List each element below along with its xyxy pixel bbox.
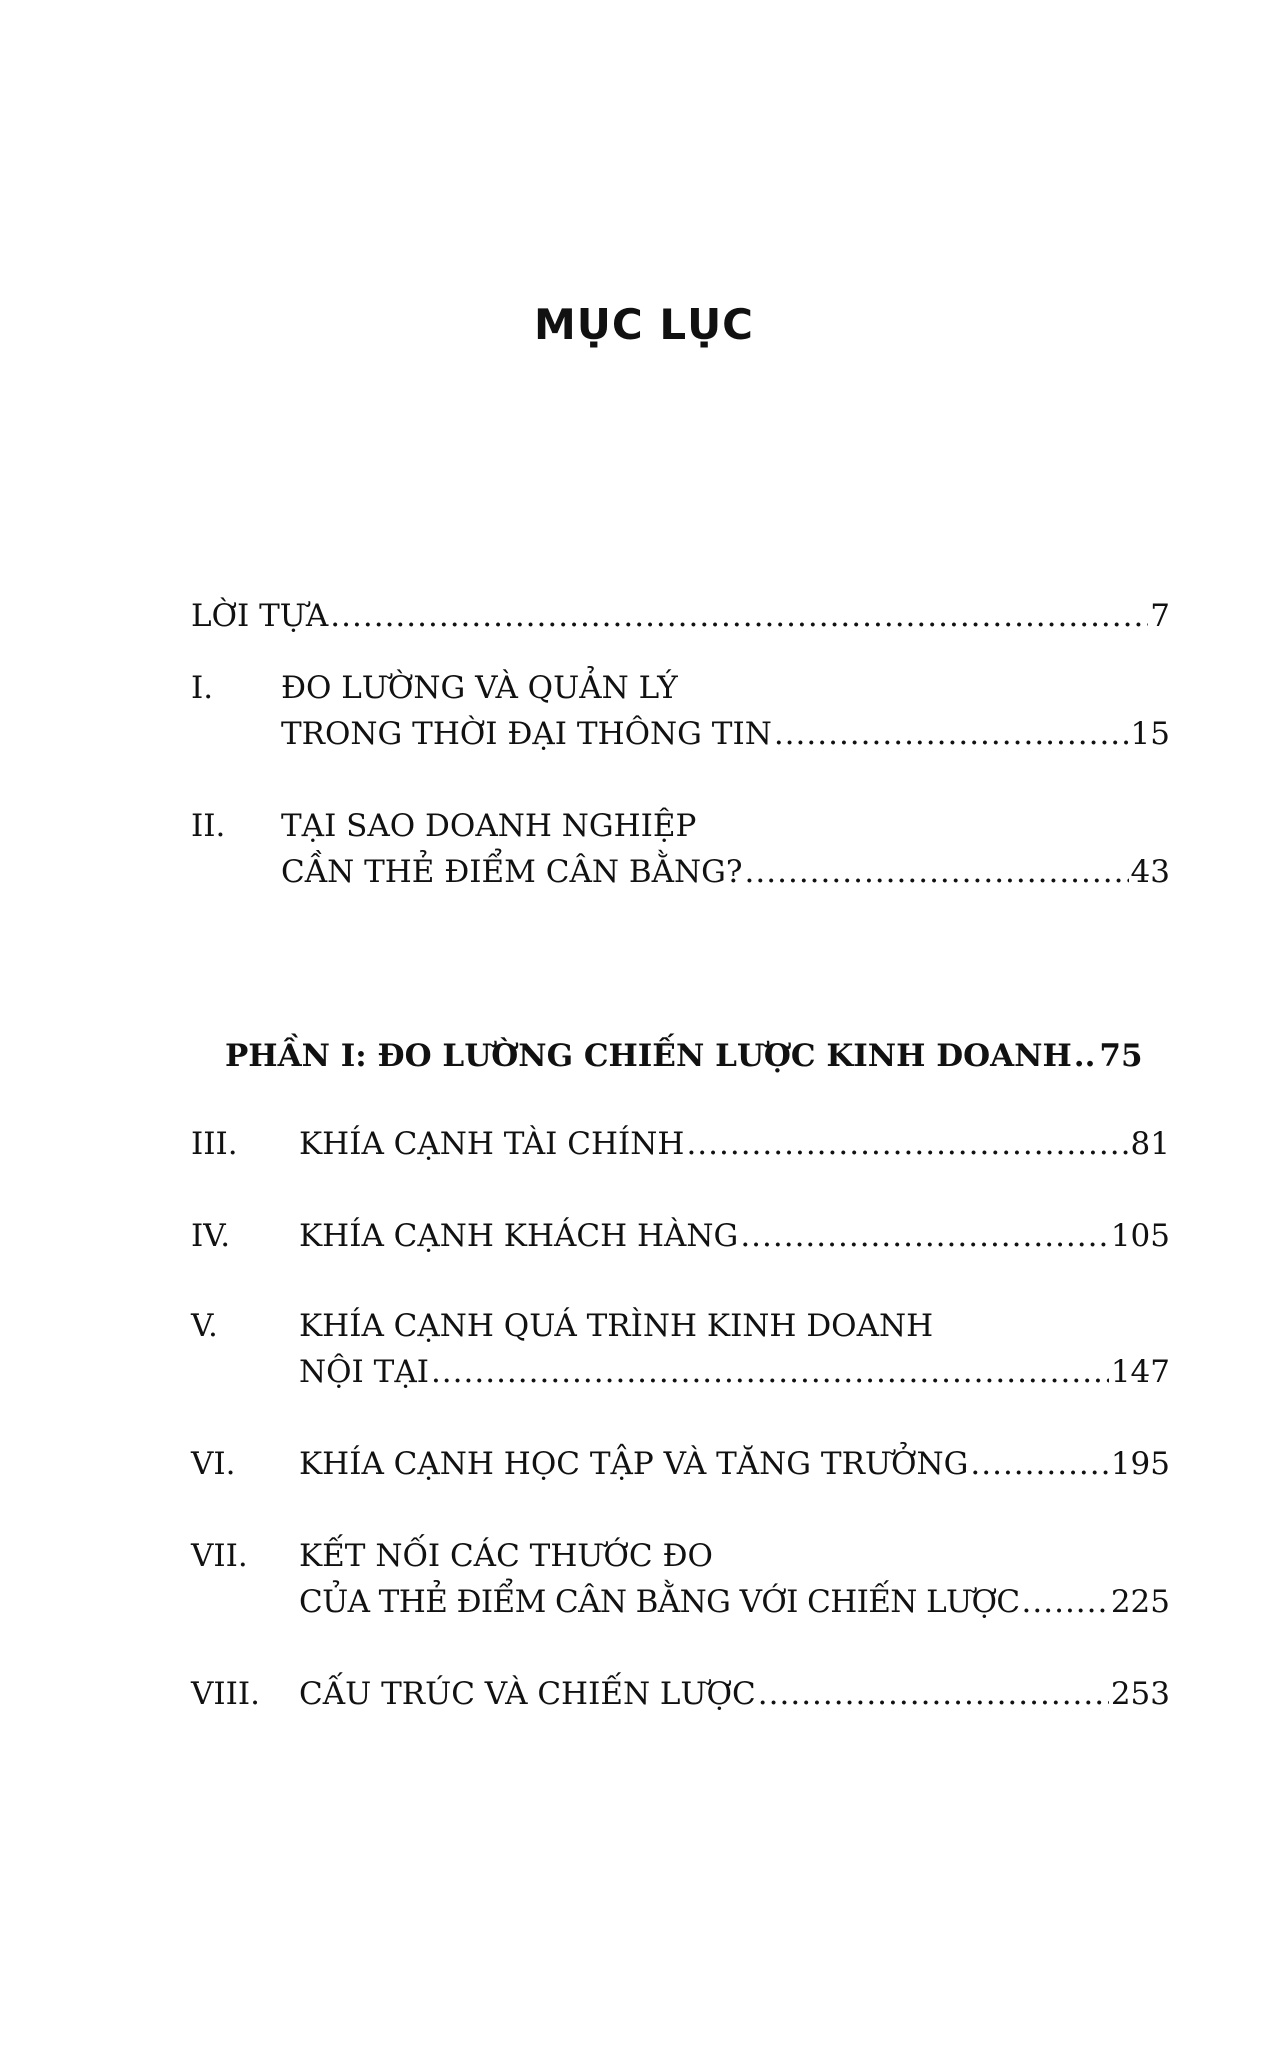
chapter-number: III. [191, 1126, 238, 1162]
chapter-number: VII. [191, 1538, 248, 1574]
page-number: 105 [1110, 1218, 1170, 1254]
chapter-number: VIII. [191, 1676, 260, 1712]
part-title: PHẦN I: ĐO LƯỜNG CHIẾN LƯỢC KINH DOANH [225, 1038, 1072, 1074]
page-number: 43 [1130, 854, 1170, 890]
page-title: MỤC LỤC [533, 300, 755, 349]
dot-leader [1022, 1584, 1109, 1620]
toc-entry-chapter-8[interactable] [191, 1676, 1170, 1722]
toc-entry-chapter-1[interactable] [191, 670, 1170, 762]
page-number: 253 [1110, 1676, 1170, 1712]
dot-leader [740, 1218, 1109, 1254]
entry-title: ĐO LƯỜNG VÀ QUẢN LÝ [281, 670, 678, 706]
entry-title: LỜI TỰA [191, 598, 329, 634]
toc-entry-preface[interactable] [191, 598, 1170, 644]
page-number: 7 [1150, 598, 1170, 634]
dot-leader [970, 1446, 1108, 1482]
chapter-number: VI. [191, 1446, 236, 1482]
dot-leader [774, 716, 1129, 752]
page-number: 195 [1110, 1446, 1170, 1482]
page-number: 75 [1099, 1038, 1143, 1074]
toc-entry-chapter-3[interactable] [191, 1126, 1170, 1172]
toc-entry-chapter-4[interactable] [191, 1218, 1170, 1264]
entry-title: KẾT NỐI CÁC THƯỚC ĐO [299, 1538, 713, 1574]
entry-title-cont: NỘI TẠI [299, 1354, 429, 1390]
dot-leader [330, 598, 1148, 634]
toc-entry-chapter-6[interactable] [191, 1446, 1170, 1492]
toc-part-1-heading[interactable] [225, 1038, 1170, 1084]
page-number: 225 [1110, 1584, 1170, 1620]
toc-entry-chapter-5[interactable] [191, 1308, 1170, 1400]
page-number: 15 [1130, 716, 1170, 752]
chapter-number: IV. [191, 1218, 231, 1254]
chapter-number: II. [191, 808, 226, 844]
chapter-number: I. [191, 670, 214, 706]
entry-title: KHÍA CẠNH KHÁCH HÀNG [299, 1218, 739, 1254]
dot-leader: .. [1073, 1038, 1096, 1074]
entry-title: TẠI SAO DOANH NGHIỆP [281, 808, 697, 844]
entry-title-cont: CẦN THẺ ĐIỂM CÂN BẰNG? [281, 854, 743, 890]
dot-leader [758, 1676, 1109, 1712]
chapter-number: V. [191, 1308, 218, 1344]
dot-leader [686, 1126, 1128, 1162]
entry-title-cont: CỦA THẺ ĐIỂM CÂN BẰNG VỚI CHIẾN LƯỢC [299, 1584, 1020, 1620]
entry-title: KHÍA CẠNH HỌC TẬP VÀ TĂNG TRƯỞNG [299, 1446, 969, 1482]
page-number: 147 [1110, 1354, 1170, 1390]
entry-title: KHÍA CẠNH QUÁ TRÌNH KINH DOANH [299, 1308, 934, 1344]
entry-title-cont: TRONG THỜI ĐẠI THÔNG TIN [281, 716, 772, 752]
toc-entry-chapter-2[interactable] [191, 808, 1170, 900]
entry-title: CẤU TRÚC VÀ CHIẾN LƯỢC [299, 1676, 756, 1712]
dot-leader [431, 1354, 1109, 1390]
page-number: 81 [1130, 1126, 1170, 1162]
toc-entry-chapter-7[interactable] [191, 1538, 1170, 1630]
entry-title: KHÍA CẠNH TÀI CHÍNH [299, 1126, 685, 1162]
dot-leader [745, 854, 1129, 890]
